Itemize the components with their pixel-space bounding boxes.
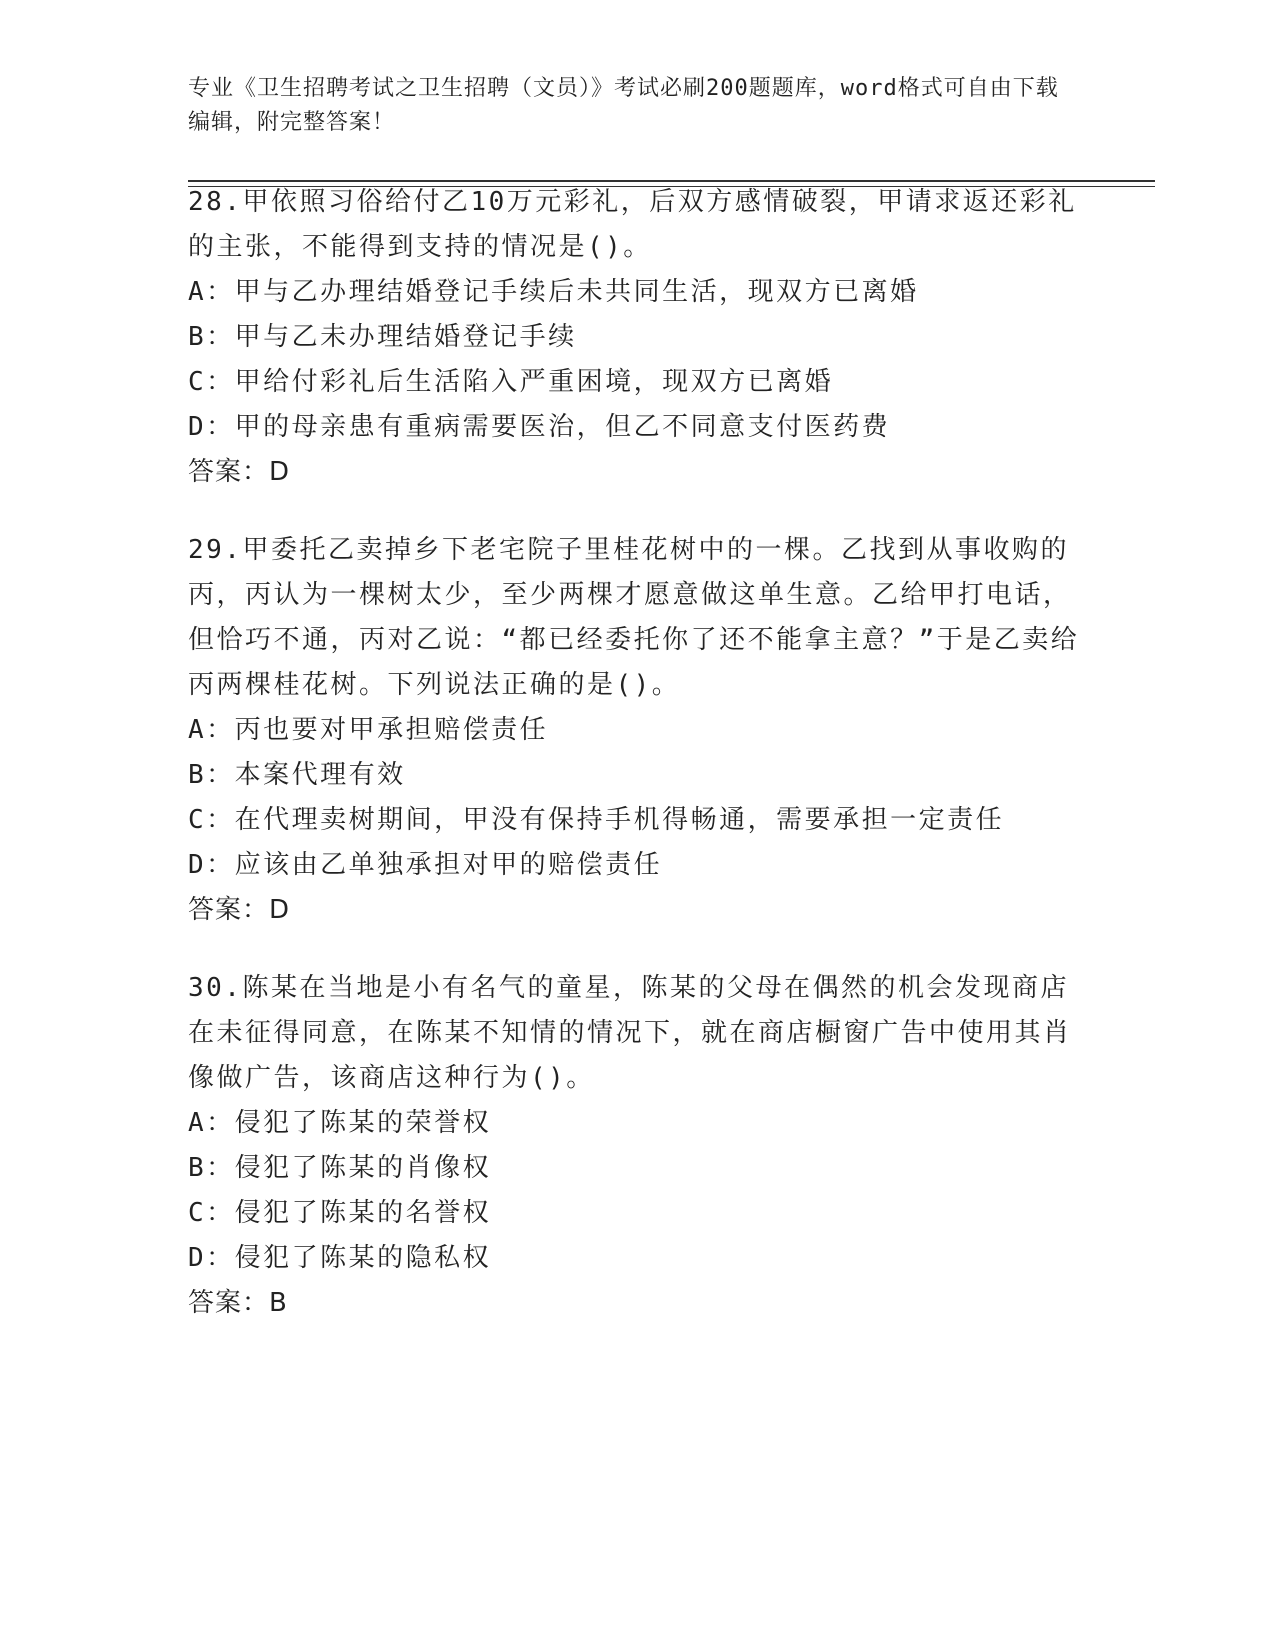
option-c: C：在代理卖树期间，甲没有保持手机得畅通，需要承担一定责任 [188, 805, 1005, 835]
question-29 [188, 528, 1088, 933]
option-d: D：侵犯了陈某的隐私权 [188, 1243, 492, 1273]
question-30 [188, 966, 1088, 1326]
question-28 [188, 180, 1088, 495]
option-a: A：丙也要对甲承担赔偿责任 [188, 715, 549, 745]
option-c: C：侵犯了陈某的名誉权 [188, 1198, 492, 1228]
option-a: A：侵犯了陈某的荣誉权 [188, 1108, 492, 1138]
option-d: D：甲的母亲患有重病需要医治，但乙不同意支付医药费 [188, 412, 891, 442]
question-stem: 28.甲依照习俗给付乙10万元彩礼，后双方感情破裂，甲请求返还彩礼的主张，不能得到支持的情况是()。 [188, 187, 1077, 262]
answer: 答案：B [188, 1288, 288, 1318]
option-b: B：甲与乙未办理结婚登记手续 [188, 322, 577, 352]
option-d: D：应该由乙单独承担对甲的赔偿责任 [188, 850, 663, 880]
option-b: B：侵犯了陈某的肖像权 [188, 1153, 492, 1183]
document-header: 专业《卫生招聘考试之卫生招聘（文员）》考试必刷200题题库，word格式可自由下载编辑，附完整答案！ [188, 76, 1059, 135]
option-c: C：甲给付彩礼后生活陷入严重困境，现双方已离婚 [188, 367, 834, 397]
question-stem: 29.甲委托乙卖掉乡下老宅院子里桂花树中的一棵。乙找到从事收购的丙，丙认为一棵树太少，至少两棵才愿意做这单生意。乙给甲打电话，但恰巧不通，丙对乙说：“都已经委托你了还不能拿主意？”于是乙卖给丙两棵桂花树。下列说法正确的是()。 [188, 535, 1080, 700]
answer: 答案：D [188, 895, 291, 925]
option-a: A：甲与乙办理结婚登记手续后未共同生活，现双方已离婚 [188, 277, 919, 307]
question-stem: 30.陈某在当地是小有名气的童星，陈某的父母在偶然的机会发现商店在未征得同意，在陈某不知情的情况下，就在商店橱窗广告中使用其肖像做广告，该商店这种行为()。 [188, 973, 1072, 1093]
answer: 答案：D [188, 457, 291, 487]
option-b: B：本案代理有效 [188, 760, 406, 790]
